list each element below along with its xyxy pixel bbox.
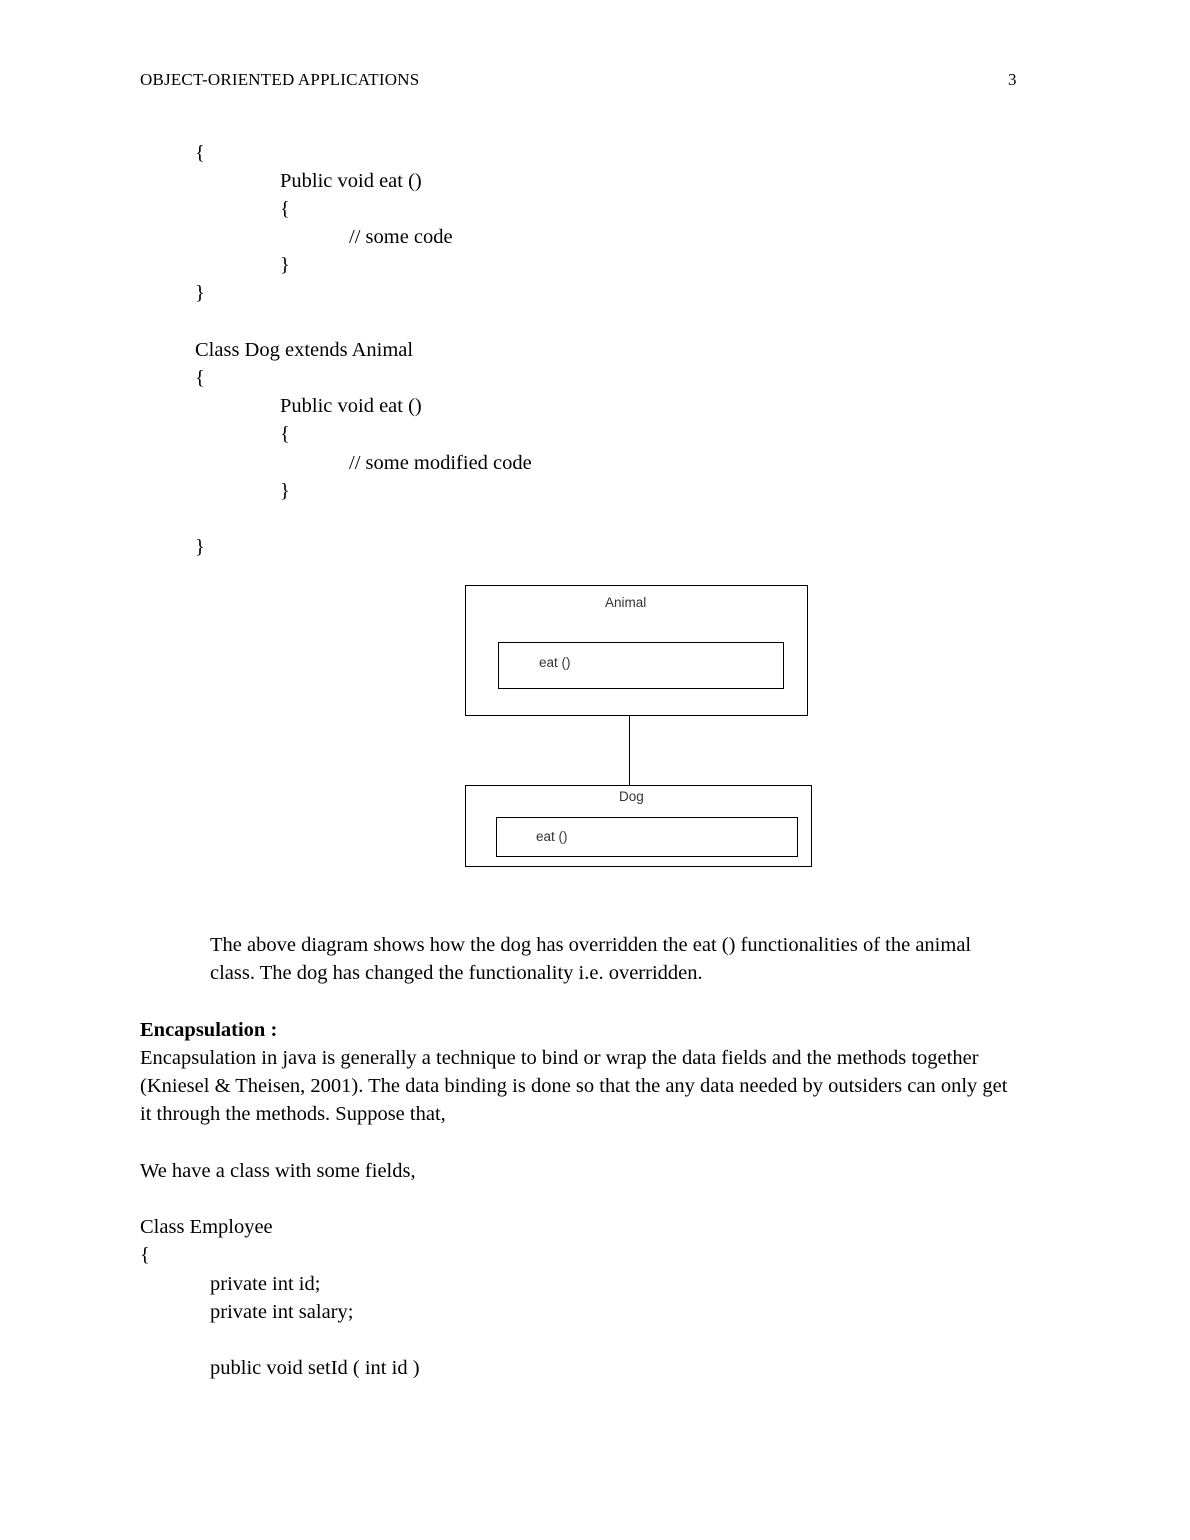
encapsulation-heading: Encapsulation : bbox=[140, 1019, 278, 1041]
code-line: { bbox=[195, 142, 205, 164]
code-line: Class Dog extends Animal bbox=[195, 339, 414, 361]
inheritance-connector bbox=[629, 716, 630, 786]
paragraph-line: Encapsulation in java is generally a technique to bind or wrap the data fields and the methods together bbox=[140, 1047, 979, 1069]
paragraph-line: it through the methods. Suppose that, bbox=[140, 1103, 446, 1125]
paragraph-line: (Kniesel & Theisen, 2001). The data binding is done so that the any data needed by outsiders can only get bbox=[140, 1075, 1008, 1097]
code-line: } bbox=[280, 254, 290, 276]
code-line: Class Employee bbox=[140, 1216, 273, 1238]
code-line: Public void eat () bbox=[280, 170, 422, 192]
animal-class-label: Animal bbox=[605, 595, 647, 610]
code-line: } bbox=[280, 480, 290, 502]
code-line: private int id; bbox=[210, 1273, 321, 1295]
code-line: // some modified code bbox=[349, 452, 532, 474]
code-line: // some code bbox=[349, 226, 453, 248]
code-line: } bbox=[195, 536, 205, 558]
intro-sentence: We have a class with some fields, bbox=[140, 1160, 416, 1182]
caption-line: class. The dog has changed the functionality i.e. overridden. bbox=[210, 962, 703, 984]
dog-method-label: eat () bbox=[536, 829, 568, 844]
code-line: { bbox=[280, 423, 290, 445]
running-header-title: OBJECT-ORIENTED APPLICATIONS bbox=[140, 70, 420, 89]
dog-class-label: Dog bbox=[619, 789, 644, 804]
animal-method-label: eat () bbox=[539, 655, 571, 670]
code-line: } bbox=[195, 282, 205, 304]
code-line: { bbox=[280, 198, 290, 220]
code-line: Public void eat () bbox=[280, 395, 422, 417]
code-line: { bbox=[140, 1244, 150, 1266]
caption-line: The above diagram shows how the dog has overridden the eat () functionalities of the animal bbox=[210, 934, 972, 956]
code-line: private int salary; bbox=[210, 1301, 354, 1323]
code-line: { bbox=[195, 367, 205, 389]
page-number: 3 bbox=[1008, 70, 1017, 89]
code-line: public void setId ( int id ) bbox=[210, 1357, 420, 1379]
